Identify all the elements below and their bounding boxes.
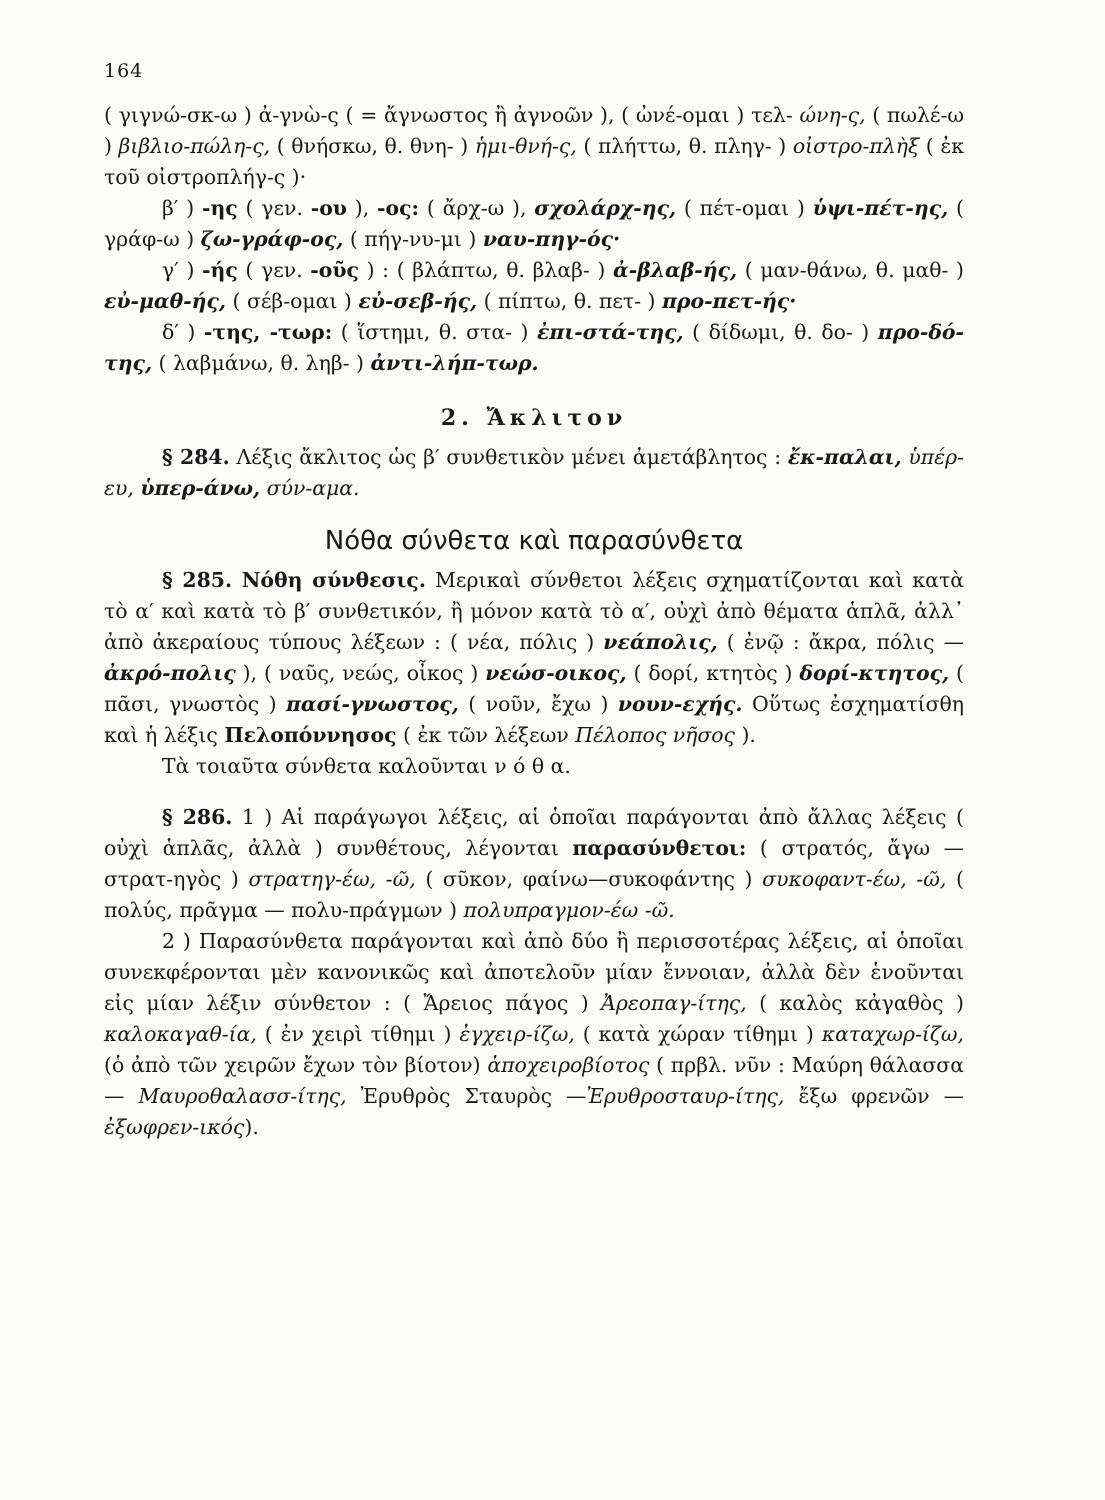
- page-body: [104, 100, 964, 1143]
- paragraph-a-compounds: ( γιγνώ-σκ-ω ) ἀ-γνὼ-ς ( = ἄγνωστος ἢ ἀγνοῶν ), ( ὠνέ-ομαι ) τελ- ώνη-ς, ( πωλέ-ω ) βιβλιο-πώλη-ς, ( θνήσκω, θ. θνη- ) ἡμι-θνή-ς, ( πλήττω, θ. πληγ- ) οἰστρο-πλὴξ ( ἐκ τοῦ οἰστροπλήγ-ς )·: [104, 103, 965, 189]
- paragraph-286: § 286. 1 ) Αἱ παράγωγοι λέξεις, αἱ ὁποῖαι παράγονται ἀπὸ ἄλλας λέξεις ( οὐχὶ ἁπλᾶς, ἀλλὰ ) συνθέτους, λέγονται παρασύνθετοι: ( στρατός, ἄγω — στρατ-ηγὸς ) στρατηγ-έω, -ῶ, ( σῦκον, φαίνω—συκοφάντης ) συκοφαντ-έω, -ῶ, ( πολύς, πρᾶγμα — πολυ-πράγμων ) πολυπραγμον-έω -ῶ.: [104, 805, 965, 922]
- heading-notha-syntheta: Νόθα σύνθετα καὶ παρασύνθετα: [324, 526, 744, 556]
- paragraph-c-compounds: γ′ ) -ής ( γεν. -οῦς ) : ( βλάπτω, θ. βλαβ- ) ἀ-βλαβ-ής, ( μαν-θάνω, θ. μαθ- ) εὐ-μαθ-ής, ( σέβ-ομαι ) εὐ-σεβ-ής, ( πίπτω, θ. πετ- ) προ-πετ-ής·: [104, 258, 964, 313]
- paragraph-b-compounds: β′ ) -ης ( γεν. -ου ), -ος: ( ἄρχ-ω ), σχολάρχ-ης, ( πέτ-ομαι ) ὑψι-πέτ-ης, ( γράφ-ω ) ζω-γράφ-ος, ( πήγ-νυ-μι ) ναυ-πηγ-ός·: [104, 196, 965, 251]
- page-number: 164: [104, 60, 144, 82]
- paragraph-286-2: 2 ) Παρασύνθετα παράγονται καὶ ἀπὸ δύο ἢ περισσοτέρας λέξεις, αἱ ὁποῖαι συνεκφέρονται μὲν κανονικῶς καὶ ἀποτελοῦν μίαν ἔννοιαν, ἀλλὰ δὲν ἑνοῦνται εἰς μίαν λέξιν σύνθετον : ( Ἄρειος πάγος ) Ἀρεοπαγ-ίτης, ( καλὸς κἀγαθὸς ) καλοκαγαθ-ία, ( ἐν χειρὶ τίθημι ) ἐγχειρ-ίζω, ( κατὰ χώραν τίθημι ) καταχωρ-ίζω, (ὁ ἀπὸ τῶν χειρῶν ἔχων τὸν βίοτον) ἀποχειροβίοτος ( πρβλ. νῦν : Μαύρη θάλασσα — Μαυροθαλασσ-ίτης, Ἐρυθρὸς Σταυρὸς —Ἐρυθροσταυρ-ίτης, ἔξω φρενῶν — ἐξωφρεν-ικός).: [104, 929, 964, 1139]
- section-title-akliton: 2. Ἄκλιτον: [440, 405, 628, 431]
- paragraph-d-compounds: δ′ ) -της, -τωρ: ( ἵστημι, θ. στα- ) ἐπι-στά-της, ( δίδωμι, θ. δο- ) προ-δό-της, ( λαβμάνω, θ. ληβ- ) ἀντι-λήπ-τωρ.: [104, 320, 964, 375]
- paragraph-284: § 284. Λέξις ἄκλιτος ὡς β′ συνθετικὸν μένει ἀμετάβλητος : ἔκ-παλαι, ὑπέρ-ευ, ὑπερ-άνω, σύν-αμα.: [104, 445, 964, 500]
- paragraph-285-note: Τὰ τοιαῦτα σύνθετα καλοῦνται ν ό θ α.: [162, 754, 571, 778]
- paragraph-285: § 285. Νόθη σύνθεσις. Μερικαὶ σύνθετοι λέξεις σχηματίζονται καὶ κατὰ τὸ α′ καὶ κατὰ τὸ β′ συνθετικόν, ἢ μόνον κατὰ τὸ α′, οὐχὶ ἀπὸ θέματα ἁπλᾶ, ἀλλ᾽ ἀπὸ ἀκεραίους τύπους λέξεων : ( νέα, πόλις ) νεάπολις, ( ἐνῷ : ἄκρα, πόλις — ἀκρό-πολις ), ( ναῦς, νεώς, οἶκος ) νεώσ-οικος, ( δορί, κτητὸς ) δορί-κτητος, ( πᾶσι, γνωστὸς ) πασί-γνωστος, ( νοῦν, ἔχω ) νουν-εχής. Οὕτως ἐσχηματίσθη καὶ ἡ λέξις Πελοπόννησος ( ἐκ τῶν λέξεων Πέλοπος νῆσος ).: [104, 568, 964, 747]
